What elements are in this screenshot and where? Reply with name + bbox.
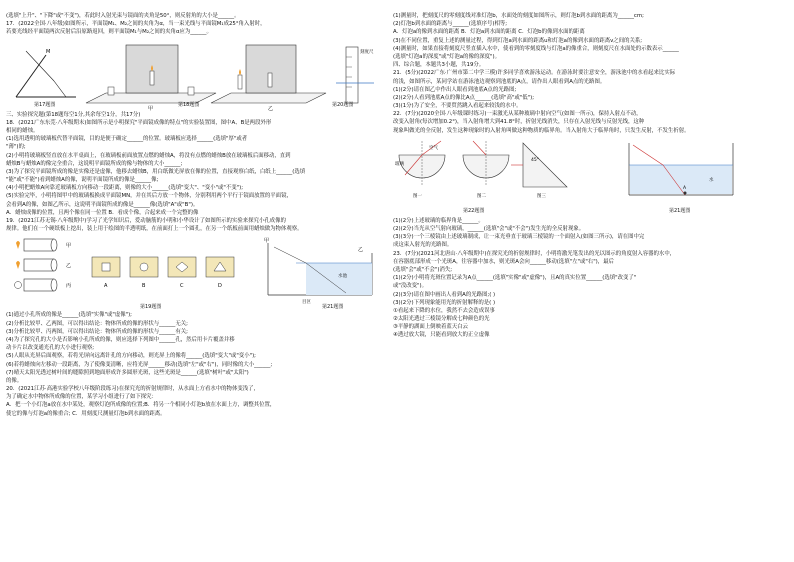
q19-sub-line: (4)为了探究孔的大小是否影响小孔所成的像，则应选择下列图中______孔，然后用卡片覆盖并移 (6, 336, 235, 343)
figure-19-aperture-cards (92, 257, 234, 289)
caption-fig21-right: 第21题图 (669, 207, 691, 214)
section-3-title: 三、实验探究题(第18题每空1分,其余每空1分，共17分) (6, 111, 141, 118)
caption-fig20: 第20题图 (332, 101, 354, 108)
q21-line: (1)(2分)请在图乙中作出人眼看到池底A点的光路图; (393, 86, 517, 93)
figure-21-pool (264, 237, 372, 305)
q19-sub-line: (2)分析比较甲、乙两图，可以得出结论：物体所成的像的形状与______无关; (6, 320, 188, 327)
figure-21-container (629, 143, 733, 195)
shape-label-b: B (142, 283, 146, 290)
ruler-label: 刻度尺 (360, 49, 374, 55)
q21-line: (2)(2分)人看到池底A点的像比A点______(选填"高"或"低"); (393, 94, 535, 101)
caption-fig18: 第18题图 (178, 101, 200, 108)
q23-line: 23．(7分)(2021河北唐山·八年级期中)在探究光的折射规律时，小明将激光笔发出的光以图示的角度射入容器的水中， (393, 250, 676, 257)
q19-sub-line: (7)晴天太阳光透过树叶间的缝隙照到地面形成许多圆形光斑，这些光斑是______(选填"树叶"或"太阳") (6, 369, 249, 376)
q22-sub-line: (1)(2分)上述玻璃的临界角是______。 (393, 217, 484, 224)
figure-20-ruler (336, 47, 374, 103)
q21-line: 的浅，如图所示，某同学站在游泳池边观察到池底的A点，请作出人眼看到A点的光路图。 (393, 78, 606, 85)
caption-fig21: 第21题图 (322, 304, 344, 311)
figure-row-3 (393, 135, 767, 217)
fig19-label-yi: 乙 (66, 263, 72, 270)
mirror-label: M (46, 48, 51, 55)
figure-18-yi (211, 45, 326, 111)
q19-line: 19．(2021江苏无锡·八年级期中)学习了光学知识后，爱动脑筋的小明和小华设计了如图所示的实验来探究小孔成像的 (6, 218, 286, 224)
q23-line: ②太阳光透过三棱镜分解成七种颜色的光 (393, 316, 490, 323)
figures-17-18-20 (6, 37, 380, 111)
q18-line: (4)小明把蜡烛A向靠近玻璃板方向移动一段距离，则像的大小______(选填"变大"、"变小"或"不变"); (6, 185, 244, 192)
q23-line: (3)(2分)下列现象能用光的折射解释的是( ) (393, 299, 496, 306)
zone-label: 目区 (302, 300, 311, 306)
q23-line: (2)(3分)请在图中画出人看到A的光路图;( ) (393, 291, 496, 298)
water-label: 水 (709, 177, 714, 183)
figure-row-2 (6, 233, 380, 311)
q23-line: 或"没改变")。 (393, 283, 428, 290)
pool-label: 水池 (338, 274, 347, 280)
q23-line: ④透过放大镜，只能看到放大的正立虚像 (393, 332, 490, 339)
figures-22-21 (393, 135, 767, 217)
q18-line: "薄")的; (6, 144, 26, 151)
q20-cont-line: A．灯泡a的像到水面的距离 B．灯泡a到水面的距离 C．灯泡b的像到水面的距离 (393, 29, 585, 36)
fig-2-label: 图二 (477, 193, 486, 199)
q19-sub-line: 的像。 (6, 377, 23, 384)
q22-sub-line: (2)(2分)当光从空气射向玻璃，______(选填"会"或"不会")发生光的全反射现象。 (393, 226, 585, 232)
q18-line: 18．(2021广东东莞·八年级期末)如图所示是小明探究"平面镜成像的特点"的实验装置图，图中A、B是两段外形 (6, 119, 272, 126)
fig21-label-jia: 甲 (264, 238, 270, 245)
fig21-label-yi: 乙 (358, 247, 364, 254)
q22-sub-line: 成这束入射光的光路图。 (393, 242, 453, 249)
fig18-yi-label: 乙 (268, 105, 274, 111)
q21-line: (3)(1分)为了安全，不要贸然跳入看起来较浅的水中。 (393, 103, 522, 110)
fig-3-label: 图三 (537, 193, 546, 199)
shape-label-c: C (180, 283, 184, 290)
figure-22-prism (511, 143, 567, 199)
q20-cont-line: (4)测量时，如果直接将刻度尺竖直插入水中，使看到的零刻度线与灯泡a的像重合，则刻度尺在水面处的示数表示______ (393, 45, 679, 52)
q18-line: (3)为了探究平面镜所成的像是实像还是虚像，他移去蜡烛B，用白纸做光屏放在像的位置，直接观察白纸，白纸上______(选填 (6, 168, 306, 175)
q18-line: (1)选用透明的玻璃板代替平面镜，目的是便于确定______的位置。玻璃板应选择______(选填"厚"或者 (6, 136, 248, 143)
q18-line: 蜡烛B与蜡烛A的像完全重合，这说明平面镜所成的像与物体的大小______; (6, 160, 183, 167)
q23-line: (选填"会"或"不会")消失; (393, 266, 453, 273)
section-4-title: 四、综合题，本题共3小题，共19分。 (393, 62, 485, 69)
q23-line: 在容器底部形成一个光斑A，往容器中加水，则光斑A会向______移动(选填"左"或"右")，最后 (393, 258, 614, 265)
figure-19-tubes (15, 239, 72, 291)
q20-cont-line: (2)灯泡b到水面的距离与______(选填序号)相等; (393, 21, 508, 28)
q19-line: 规律。他们在一个硬纸板上挖出，装上用于绘图的半透明纸，在前面打上一个圆孔，在另一个纸板前面用蜡烛做为物体观察。 (6, 226, 303, 233)
q20-cont-line: (3)在不同位置，重复上述的测量过程，得到灯泡a到水面的距离u和灯泡a的像到水面的距离v之间的关系; (393, 37, 643, 44)
fig18-jia-label: 甲 (148, 105, 154, 111)
q17-line-2: 若要光线经平面镜两次反射后沿原路返回，则平面镜M₁与M₂之间的夹角α应为______。 (6, 29, 212, 36)
q21-line: 21．(5分)(2022广东·广州市第二中学三模)许多同学喜欢游泳运动。在游泳时要注意安全，游泳池中的水看起来比实际 (393, 70, 676, 77)
point-a-label: A (683, 185, 687, 191)
q19-sub-line: (5)人眼从光屏后面观察，若将光屏向远离针孔的方向移动，则光屏上的像将______(选填"变大"或"变小"); (6, 353, 256, 360)
right-column (393, 12, 767, 340)
fig19-label-jia: 甲 (66, 243, 72, 250)
q20-line: A．把一个小灯泡a放在水中某处，观察灯泡所成像的位置;B．将另一个相同小灯泡b放在水面上方，调整其位置， (6, 402, 276, 409)
q20-line: 为了确定水中物体所成像的位置，某学习小组进行了如下探究： (6, 394, 157, 401)
figure-17-mirrors (16, 49, 76, 97)
figures-19-21 (6, 233, 380, 311)
q20-cont-line: (选填"灯泡a的深度"或"灯泡a的像的深度")。 (393, 53, 500, 60)
q22-line: 改变入射角(每次增加0.2°)，当入射角增大到41.8°时，折射光线消失，只存在入射光线与反射光线，这种 (393, 119, 645, 126)
shape-label-a: A (104, 283, 108, 290)
fig19-label-bing: 丙 (66, 283, 72, 290)
fig-1-label: 图一 (413, 193, 422, 199)
q18-line: 会看到A的像，如图乙所示，这说明平面镜所成的像是______像(选填"A"或"B")。 (6, 201, 199, 208)
caption-fig19: 第19题图 (140, 304, 162, 311)
q22-line: 22．(7分)(2020全国·八年级课时练习)一束激光从某种玻璃中射向空气(如图一所示)，保持入射点不动， (393, 111, 642, 118)
left-column (6, 12, 380, 418)
shape-label-d: D (218, 283, 222, 290)
q23-line: (1)(2分)小明将光斑位置记录为A点______(选填"实像"或"虚像")，且A的真实位置______(选填"改变了" (393, 275, 637, 282)
q20-line: 使它的像与灯泡a的像重合; C．用刻度尺测量灯泡b到水面的距离。 (6, 410, 166, 417)
q20-cont-line: (1)测量时，把刻度尺的零刻度线对准灯泡b，水面处的刻度如图所示，则灯泡b到水面的距离为______cm; (393, 13, 644, 19)
figure-22-semicircle (395, 141, 445, 199)
figure-row-1 (6, 37, 380, 111)
q19-sub-line: 动卡片以改变通光孔的大小进行观察; (6, 345, 95, 352)
q19-sub-line: (1)通过小孔所成的像是______(选填"实像"或"虚像"); (6, 312, 132, 319)
glass-label: 玻璃 (395, 161, 404, 167)
q18-line: A．蜡烛成像的位置，且两个像在同一位置 B．看成个像，合起来成一个完整的像 (6, 209, 199, 216)
q20-line: 20．(2021江苏·高港实验学校八年级阶段练习)在探究光的折射规律时，从水面上方看水中的物体变浅了， (6, 386, 259, 393)
q19-sub-line: (6)若将蜡烛向左移动一段距离，为了使像变清晰，应将光屏______移动(选填"左"或"右")，同时像的大小______; (6, 361, 273, 368)
angle-label: 45° (531, 157, 539, 163)
q22-sub-line: (3)(3分)一个三棱镜由上述玻璃制成，让一束光垂直于玻璃三棱镜的一个面射入(如图三所示)，请在图中完 (393, 234, 645, 241)
q16-tail-line: (选填"上升"、"下降"或"不变")，若此时入射光束与镜面的夹角是50°，则反射角的大小是______。 (6, 13, 240, 19)
figure-22-semicircle-2 (463, 141, 509, 199)
q18-line: "能"或"不能")看到蜡烛A的像，说明平面镜所成的像是______像; (6, 177, 159, 184)
caption-fig17: 第17题图 (34, 101, 56, 108)
q19-sub-line: (3)分析比较甲、丙两图，可以得出结论：物体所成的像的形状与______有关; (6, 328, 188, 335)
q18-line: (5)实验完毕，小明将图甲中的玻璃板换成平面镜MN，并在其后方放一个物体，分别利用两个平行于镜面放置的平面镜， (6, 193, 292, 200)
q18-line: 相同的蜡烛。 (6, 127, 39, 134)
q18-line: (2)小明将玻璃板竖直放在水平桌面上，在玻璃板前面放置点燃的蜡烛A，将没有点燃的蜡烛B放在玻璃板后面移动，直到 (6, 152, 291, 159)
q17-line-1: 17．(2022全国·八年级)如图所示，平面镜M₁、M₂之间的夹角为α，当一束光线与平面镜M₁成25°角入射时， (6, 21, 266, 28)
air-label: 空气 (429, 145, 438, 151)
q23-line: ①看起来下降的水位，我然不去会造成误事 (393, 307, 495, 314)
q23-line: ③平静的湖面上倒映着蓝天白云 (393, 324, 468, 331)
q22-line: 现象叫做光的全反射，发生这种现象时的入射角叫做这种物质的临界角。当入射角大于临界角时，只发生反射，不发生折射。 (393, 127, 690, 134)
caption-fig22: 第22题图 (463, 207, 485, 214)
